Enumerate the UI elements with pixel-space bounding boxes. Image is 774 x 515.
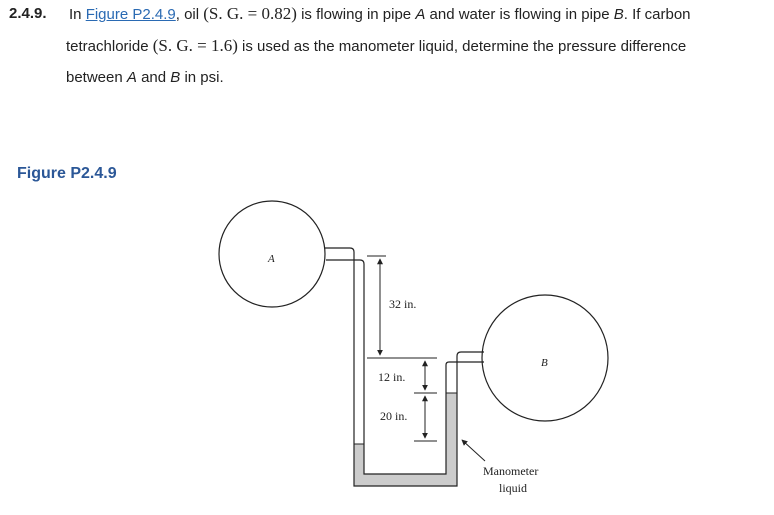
pipe-a-ref: A [415,6,426,23]
dim-20-label: 20 in. [380,409,408,423]
text-water-b: and water is flowing in pipe [425,6,614,23]
manometer-label-line-2: liquid [499,481,528,495]
text-manometer-liquid: is used as the manometer liquid, determine the pressure difference [237,38,687,55]
manometer-tube-outer [324,248,484,486]
ccl4-specific-gravity: (S. G. = 1.6) [152,36,238,55]
manometer-tube-inner [326,260,484,474]
text-in-psi: in psi. [180,69,224,86]
dim-12-label: 12 in. [378,370,406,384]
text-tetrachloride: tetrachloride [66,38,153,55]
manometer-liquid-pointer [462,440,485,461]
text-in: In [69,6,86,23]
dim-32-label: 32 in. [389,297,417,311]
manometer-liquid-fill [354,393,457,486]
figure-title: Figure P2.4.9 [17,165,117,182]
label-a: A [268,253,275,265]
text-flowing-a: is flowing in pipe [296,6,416,23]
text-and: and [136,69,171,86]
figure-link[interactable]: Figure P2.4.9 [85,6,176,23]
text-if-carbon: . If carbon [623,6,691,23]
pipe-b-ref-2: B [170,69,181,86]
pipe-b-ref: B [613,6,624,23]
manometer-label-line-1: Manometer [483,464,539,478]
label-b: B [541,357,548,369]
oil-specific-gravity: (S. G. = 0.82) [203,4,297,23]
text-oil-pre: , oil [175,6,204,23]
text-between: between [66,69,127,86]
pipe-a-ref-2: A [126,69,137,86]
problem-number: 2.4.9. [9,5,47,22]
